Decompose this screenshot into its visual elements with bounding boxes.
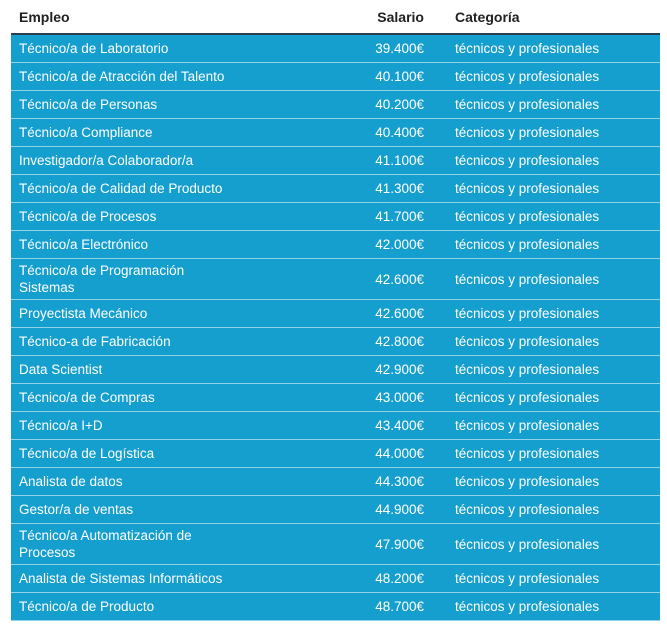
table-row [11,175,660,203]
cell-salario: 42.900€ [243,356,443,384]
cell-categoria: técnicos y profesionales [443,147,660,175]
table-row [11,468,660,496]
salary-table [11,0,660,621]
cell-categoria: técnicos y profesionales [443,119,660,147]
cell-empleo: Técnico/a de Laboratorio [11,35,243,63]
cell-empleo: Técnico/a de Logística [11,440,243,468]
cell-salario: 39.400€ [243,35,443,63]
cell-empleo: Técnico/a Compliance [11,119,243,147]
cell-empleo: Técnico/a Electrónico [11,231,243,259]
cell-categoria: técnicos y profesionales [443,259,660,300]
table-row [11,565,660,593]
cell-categoria: técnicos y profesionales [443,440,660,468]
cell-salario: 42.000€ [243,231,443,259]
cell-empleo: Proyectista Mecánico [11,300,243,328]
cell-salario: 44.300€ [243,468,443,496]
cell-categoria: técnicos y profesionales [443,35,660,63]
cell-categoria: técnicos y profesionales [443,496,660,524]
cell-categoria: técnicos y profesionales [443,412,660,440]
cell-empleo: Técnico/a de Producto [11,593,243,621]
table-row [11,259,660,300]
cell-categoria: técnicos y profesionales [443,63,660,91]
cell-empleo: Gestor/a de ventas [11,496,243,524]
table-row [11,119,660,147]
cell-salario: 42.600€ [243,300,443,328]
header-categoria: Categoría [443,0,660,35]
cell-salario: 40.400€ [243,119,443,147]
cell-salario: 48.700€ [243,593,443,621]
table-row [11,231,660,259]
cell-empleo: Técnico/a Automatización de Procesos [11,524,243,565]
table-body [11,35,660,621]
cell-empleo: Técnico/a de Personas [11,91,243,119]
header-salario: Salario [243,0,443,35]
cell-categoria: técnicos y profesionales [443,91,660,119]
cell-salario: 44.000€ [243,440,443,468]
cell-categoria: técnicos y profesionales [443,468,660,496]
cell-empleo: Técnico/a de Compras [11,384,243,412]
cell-categoria: técnicos y profesionales [443,328,660,356]
cell-empleo: Técnico/a de Procesos [11,203,243,231]
table-row [11,91,660,119]
table-row [11,412,660,440]
cell-empleo: Investigador/a Colaborador/a [11,147,243,175]
header-row [11,0,660,35]
cell-empleo: Analista de datos [11,468,243,496]
cell-empleo: Técnico-a de Fabricación [11,328,243,356]
table-row [11,384,660,412]
table-row [11,300,660,328]
cell-categoria: técnicos y profesionales [443,203,660,231]
cell-categoria: técnicos y profesionales [443,384,660,412]
cell-salario: 42.600€ [243,259,443,300]
header-empleo: Empleo [11,0,243,35]
table-row [11,593,660,621]
cell-salario: 47.900€ [243,524,443,565]
salary-table-container [11,0,660,621]
cell-salario: 42.800€ [243,328,443,356]
cell-empleo: Técnico/a de Calidad de Producto [11,175,243,203]
cell-salario: 40.100€ [243,63,443,91]
cell-categoria: técnicos y profesionales [443,524,660,565]
cell-empleo: Técnico/a de Programación Sistemas [11,259,243,300]
cell-empleo: Analista de Sistemas Informáticos [11,565,243,593]
table-row [11,496,660,524]
cell-salario: 40.200€ [243,91,443,119]
cell-salario: 41.100€ [243,147,443,175]
cell-salario: 44.900€ [243,496,443,524]
table-row [11,203,660,231]
cell-salario: 43.400€ [243,412,443,440]
table-row [11,147,660,175]
cell-categoria: técnicos y profesionales [443,565,660,593]
table-row [11,356,660,384]
cell-salario: 48.200€ [243,565,443,593]
cell-empleo: Técnico/a I+D [11,412,243,440]
cell-empleo: Data Scientist [11,356,243,384]
cell-categoria: técnicos y profesionales [443,175,660,203]
table-row [11,63,660,91]
cell-salario: 43.000€ [243,384,443,412]
table-row [11,524,660,565]
table-header [11,0,660,35]
table-row [11,440,660,468]
table-row [11,328,660,356]
cell-categoria: técnicos y profesionales [443,356,660,384]
cell-salario: 41.700€ [243,203,443,231]
cell-categoria: técnicos y profesionales [443,300,660,328]
cell-categoria: técnicos y profesionales [443,593,660,621]
cell-salario: 41.300€ [243,175,443,203]
cell-categoria: técnicos y profesionales [443,231,660,259]
table-row [11,35,660,63]
cell-empleo: Técnico/a de Atracción del Talento [11,63,243,91]
